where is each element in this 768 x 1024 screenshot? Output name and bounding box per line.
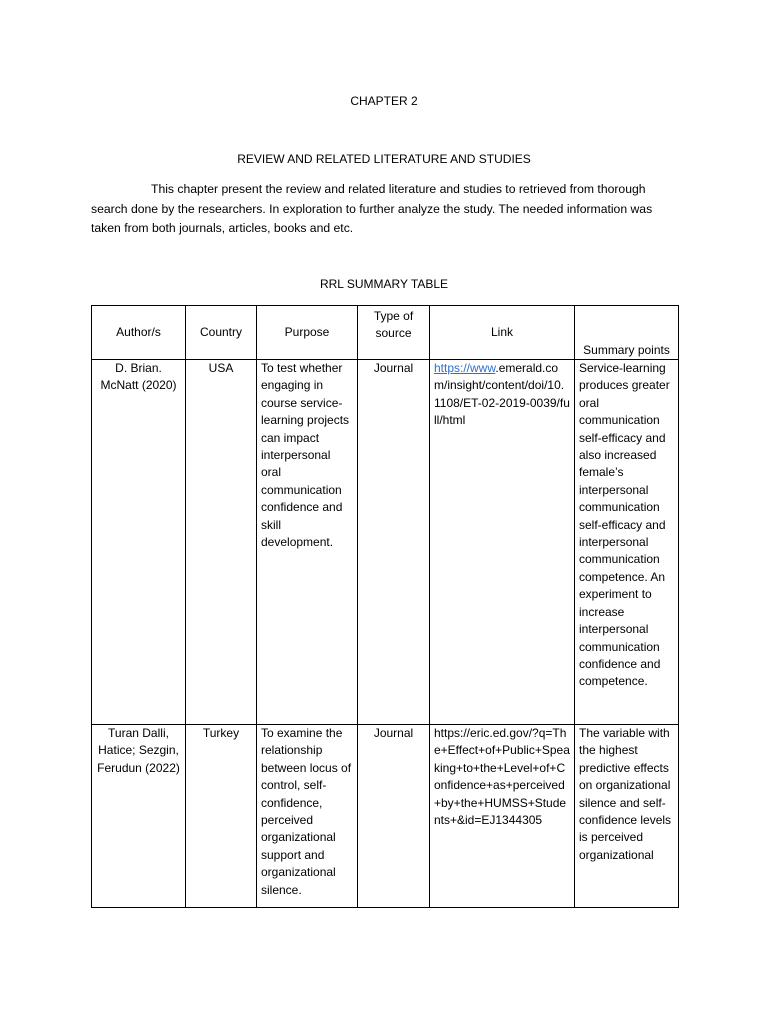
rrl-summary-table [91, 305, 679, 908]
cell-link: https://eric.ed.gov/?q=The+Effect+of+Public+Speaking+to+the+Level+of+Confidence+as+perceived+by+the+HUMSS+Students+&id=EJ1344305 [430, 725, 575, 908]
link-url-rest: .emerald.com/insight/content/doi/10.1108/ET-02-2019-0039/full/html [434, 361, 570, 428]
chapter-title: CHAPTER 2 [350, 94, 418, 108]
cell-purpose: To examine the relationship between locus of control, self-confidence, perceived organizational support and organizational silence. [257, 725, 358, 908]
header-link: Link [430, 306, 575, 360]
table-header-row [92, 306, 679, 360]
cell-author: Turan Dalli, Hatice; Sezgin, Ferudun (2022) [92, 725, 186, 908]
cell-purpose: To test whether engaging in course service-learning projects can impact interpersonal oral communication confidence and skill development. [257, 360, 358, 725]
link-url[interactable]: https://www [434, 361, 496, 375]
header-summary-points: Summary points [575, 306, 679, 360]
intro-paragraph [91, 180, 677, 239]
cell-source-type: Journal [358, 360, 430, 725]
intro-text: This chapter present the review and related literature and studies to retrieved from thorough search done by the researchers. In exploration to further analyze the study. The needed information was taken from both journals, articles, books and etc. [91, 182, 653, 235]
cell-author: D. Brian. McNatt (2020) [92, 360, 186, 725]
header-country: Country [186, 306, 257, 360]
cell-country: Turkey [186, 725, 257, 908]
header-authors: Author/s [92, 306, 186, 360]
header-type-of-source: Type of source [358, 306, 430, 360]
cell-source-type: Journal [358, 725, 430, 908]
table-row [92, 725, 679, 908]
cell-country: USA [186, 360, 257, 725]
cell-summary: Service-learning produces greater oral communication self-efficacy and also increased female’s interpersonal communication self-efficacy and interpersonal communication competence. An experiment to increase interpersonal communication confidence and competence. [575, 360, 679, 725]
cell-summary: The variable with the highest predictive effects on organizational silence and self-confidence levels is perceived organizational [575, 725, 679, 908]
section-heading: REVIEW AND RELATED LITERATURE AND STUDIES [237, 152, 531, 166]
header-purpose: Purpose [257, 306, 358, 360]
cell-link [430, 360, 575, 725]
table-title: RRL SUMMARY TABLE [319, 277, 449, 291]
table-row [92, 360, 679, 725]
